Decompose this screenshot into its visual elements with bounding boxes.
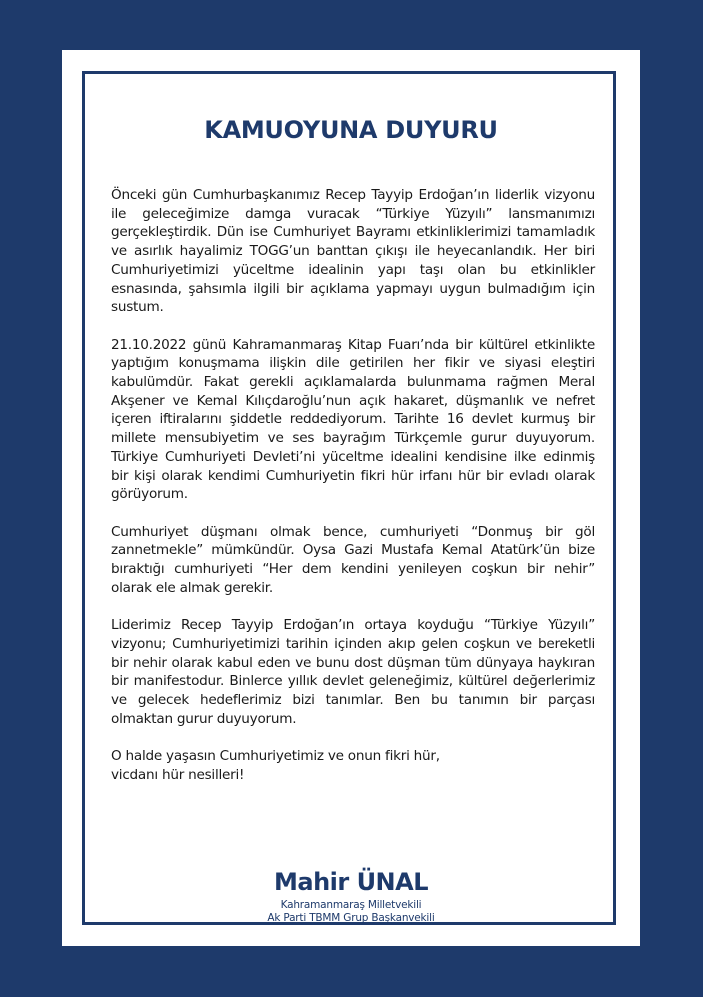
paragraph-5: O halde yaşasın Cumhuriyetimiz ve onun fikri hür, vicdanı hür nesilleri! xyxy=(111,748,440,783)
paragraph-1: Önceki gün Cumhurbaşkanımız Recep Tayyip Erdoğan’ın liderlik vizyonu ile geleceğimize damga vuracak “Türkiye Yüzyılı” lansmanımızı gerçekleştirdik. Dün ise Cumhuriyet Bayramı etkinliklerimizi tamamladık ve asırlık hayalimiz TOGG’un banttan çıkışı ile heyecanlandık. Her biri Cumhuriyetimizi yüceltme idealinin yapı taşı olan bu etkinlikler esnasında, şahsımla ilgili bir açıklama yapmayı uygun bulmadığım için sustum. xyxy=(111,187,595,316)
signatory-title-1: Kahramanmaraş Milletvekili xyxy=(280,899,422,911)
announcement-body xyxy=(111,186,595,784)
paragraph-3: Cumhuriyet düşmanı olmak bence, cumhuriyeti “Donmuş bir göl zannetmekle” mümkündür. Oysa Gazi Mustafa Kemal Atatürk’ün bize bıraktığı cumhuriyeti “Her dem kendini yenileyen coşkun bir nehir” olarak ele almak gerekir. xyxy=(111,523,595,596)
announcement-sheet xyxy=(62,50,640,946)
signatory-title-2: Ak Parti TBMM Grup Başkanvekili xyxy=(267,912,435,924)
document-title: KAMUOYUNA DUYURU xyxy=(204,116,498,144)
paragraph-2: 21.10.2022 günü Kahramanmaraş Kitap Fuarı’nda bir kültürel etkinlikte yaptığım konuşmama ilişkin dile getirilen her fikir ve siyasi eleştiri kabulümdür. Fakat gerekli açıklamalarda bulunmama rağmen Meral Akşener ve Kemal Kılıçdaroğlu’nun açık hakaret, düşmanlık ve nefret içeren iftiralarını şiddetle reddediyorum. Tarihte 16 devlet kurmuş bir millete mensubiyetim ve ses bayrağım Türkçemle gurur duyuyorum. Türkiye Cumhuriyeti Devleti’ni yüceltme idealini kendisine ilke edinmiş bir kişi olarak kendimi Cumhuriyetin fikri hür irfanı hür bir evladı olarak görüyorum. xyxy=(111,336,595,503)
signatory-name: Mahir ÜNAL xyxy=(273,868,429,896)
paragraph-4: Liderimiz Recep Tayyip Erdoğan’ın ortaya koyduğu “Türkiye Yüzyılı” vizyonu; Cumhuriyetimizi tarihin içinden akıp gelen coşkun ve bereketli bir nehir olarak kabul eden ve bunu dost düşman tüm dünyaya haykıran bir manifestodur. Binlerce yıllık devlet geleneğimiz, kültürel değerlerimiz ve gelecek hedeflerimiz bizi tanımlar. Ben bu tanımın bir parçası olmaktan gurur duyuyorum. xyxy=(111,617,595,727)
